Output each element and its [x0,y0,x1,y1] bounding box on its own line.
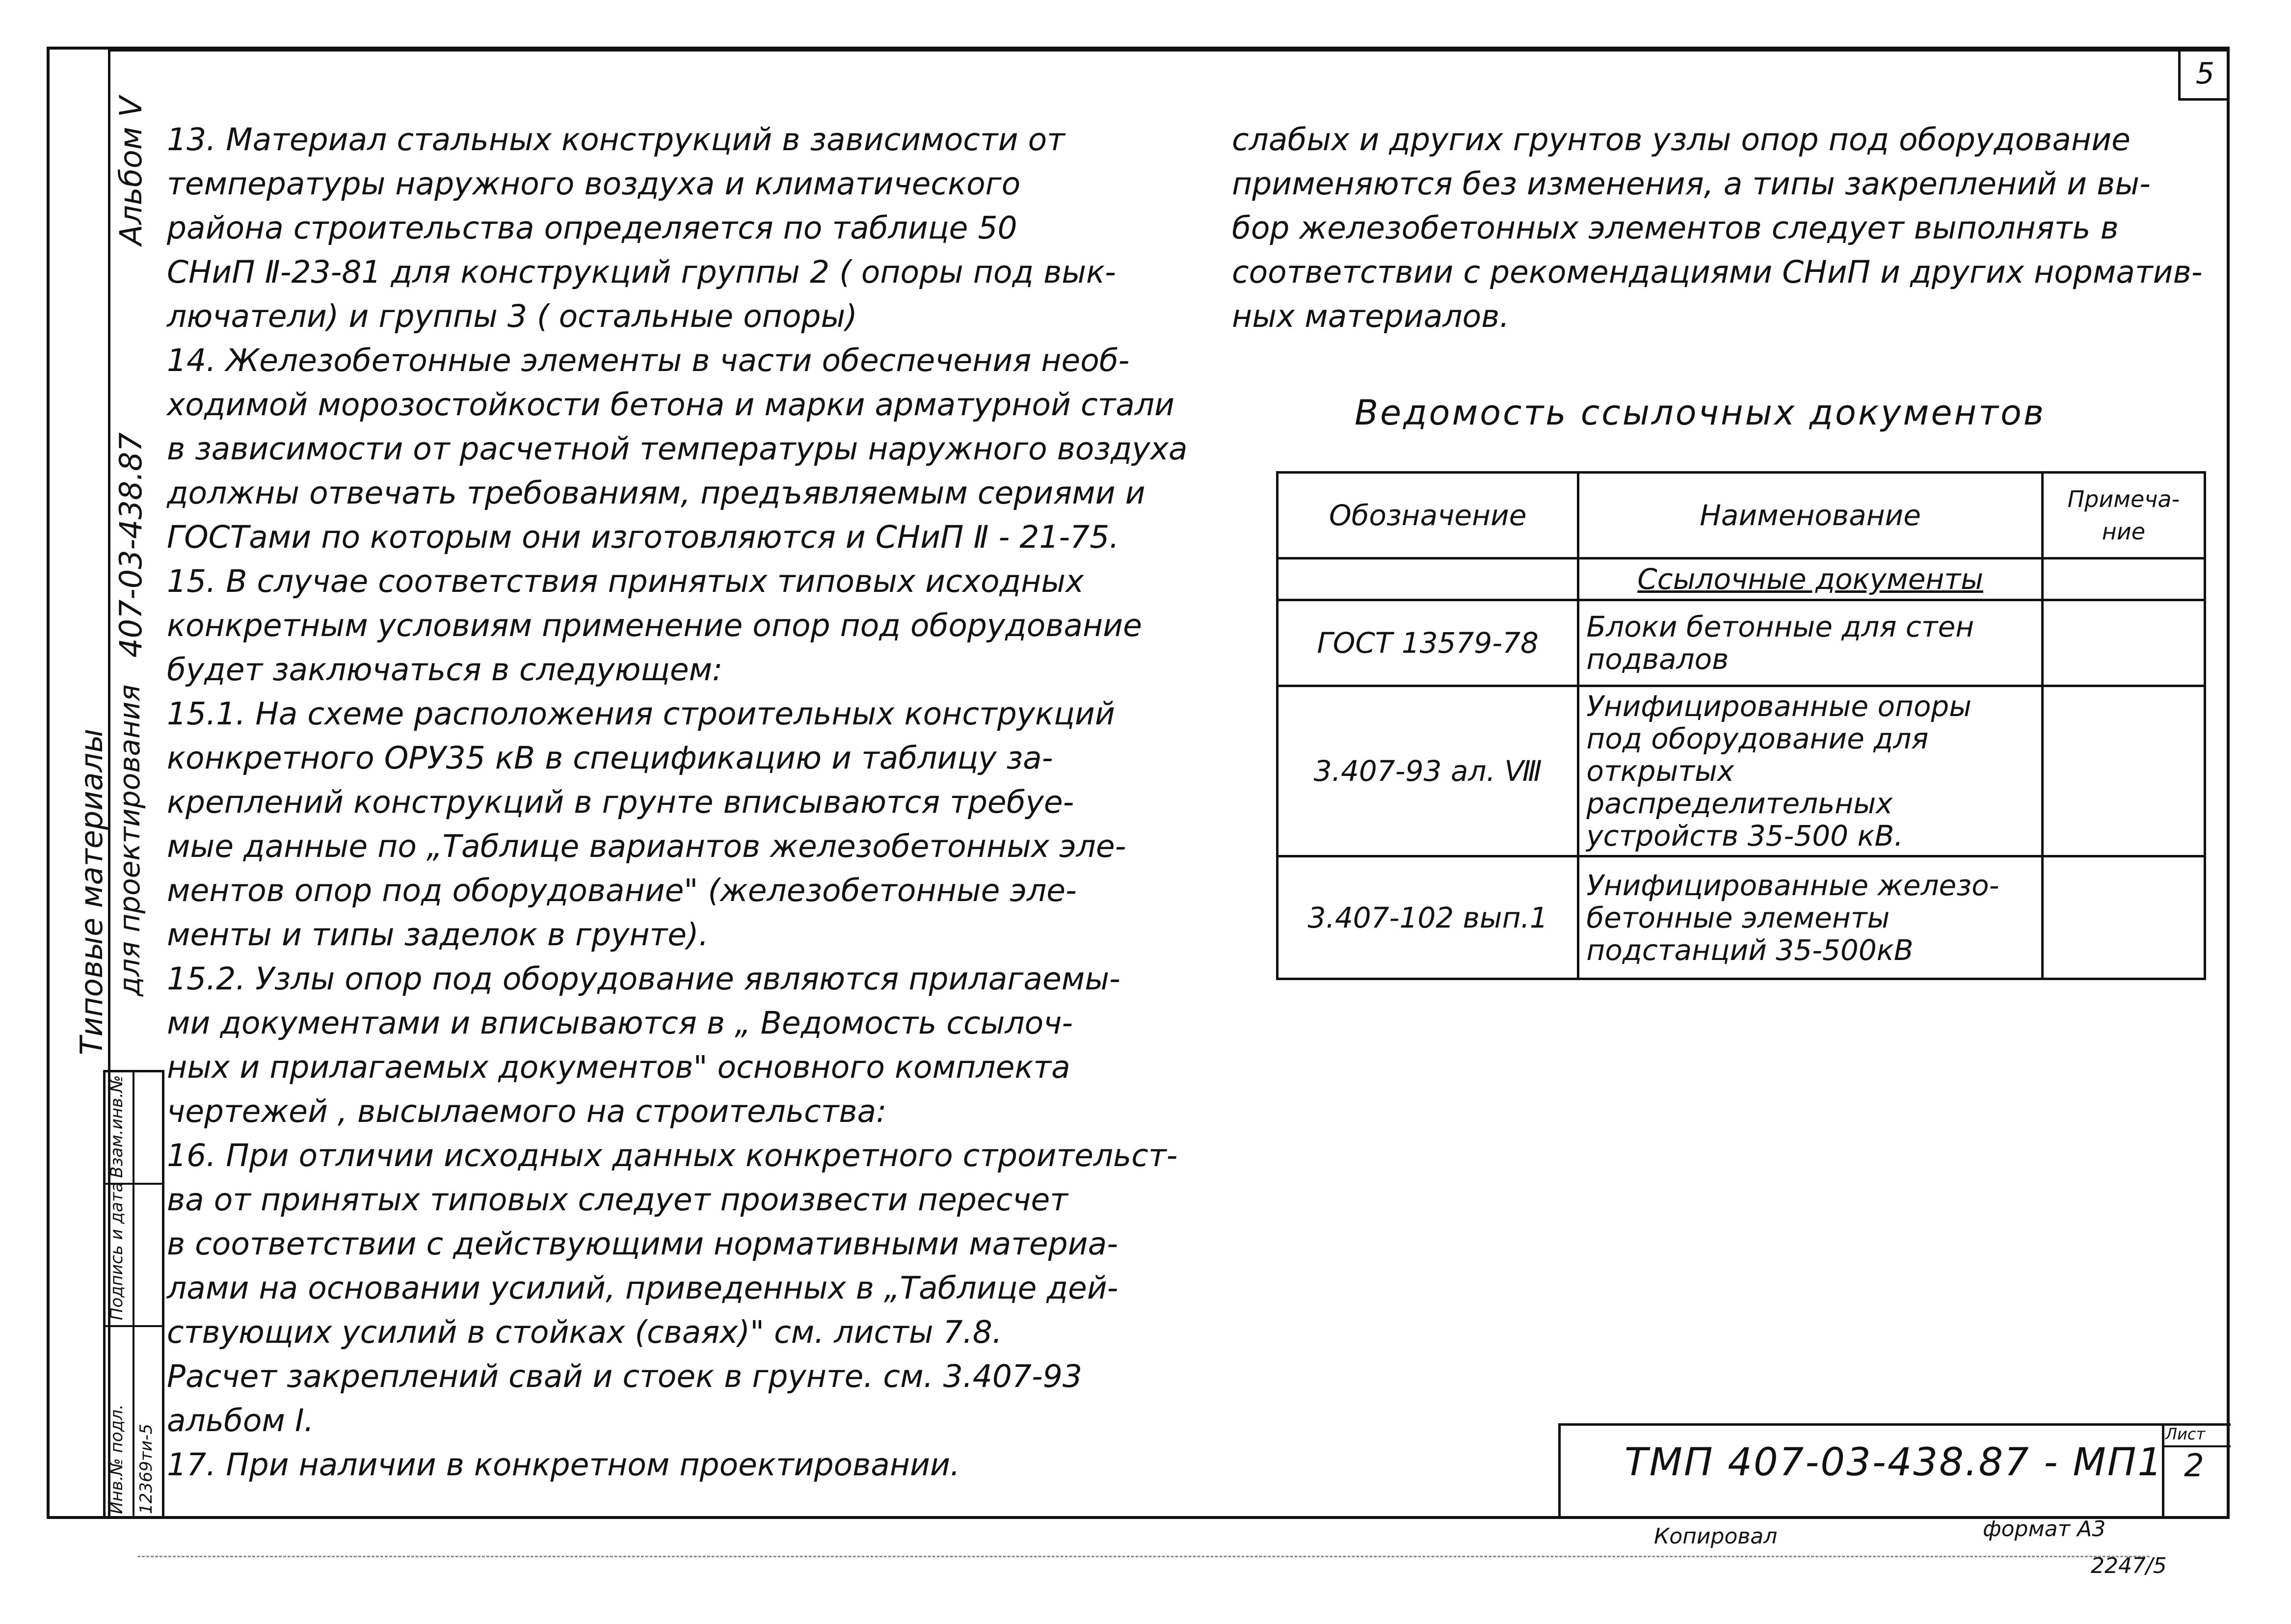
note-line: применяются без изменения, а типы закреплений и вы- [1232,166,2151,202]
note-line: 16. При отличии исходных данных конкретного строительст- [167,1138,1178,1173]
note-line: слабых и других грунтов узлы опор под оборудование [1232,122,2131,158]
side-stamp-sign: Подпись и дата [107,1182,127,1320]
table-header-row [1278,473,2205,559]
note-line: конкретного ОРУ35 кВ в спецификацию и таблицу за- [167,740,1053,776]
note-line: ментов опор под оборудование" (железобетонные эле- [167,873,1077,908]
note-line: ходимой морозостойкости бетона и марки арматурной стали [167,387,1175,423]
note-line: ствующих усилий в стойках (сваях)" см. листы 7.8. [167,1314,1002,1350]
note-line: 15.2. Узлы опор под оборудование являются прилагаемы- [167,961,1120,997]
note-line: 15. В случае соответствия принятых типовых исходных [167,563,1084,599]
note-line: чертежей , высылаемого на строительства: [167,1093,887,1129]
side-stamp-inv: Инв.№ подл. [107,1404,127,1514]
note-line: температуры наружного воздуха и климатического [167,166,1021,202]
table-row [1278,686,2205,856]
sheet-label: Лист [2165,1425,2206,1443]
table-section-row [1278,559,2205,600]
note-line: менты и типы заделок в грунте). [167,917,709,953]
note-line: ми документами и вписываются в „ Ведомость ссылоч- [167,1005,1073,1041]
row-note [2042,600,2205,686]
note-line: 14. Железобетонные элементы в части обеспечения необ- [167,343,1130,378]
note-line: ва от принятых типовых следует произвести пересчет [167,1182,1068,1218]
table-row [1278,600,2205,686]
note-line: 13. Материал стальных конструкций в зависимости от [167,122,1065,158]
page-number-box [2178,49,2230,101]
row-name: Унифицированные опоры под оборудование для открытых распределительных устройств 35-500 кВ. [1578,686,2042,856]
side-stamp-divider [133,1070,134,1519]
side-stamp-inv-value: 12369ти-5 [136,1424,156,1514]
row-name: Унифицированные железо-бетонные элементы подстанций 35-500кВ [1578,856,2042,979]
references-title: Ведомость ссылочных документов [1355,393,2046,433]
format-label: формат А3 [1983,1517,2106,1542]
margin-title-line2: для проектирования [113,684,146,996]
row-designation: ГОСТ 13579-78 [1278,600,1578,686]
note-line: 15.1. На схеме расположения строительных конструкций [167,696,1115,732]
note-line: ГОСТами по которым они изготовляются и СНиП Ⅱ - 21-75. [167,519,1119,555]
notes-right-column [1232,118,2203,339]
note-line: бор железобетонных элементов следует выполнять в [1232,210,2119,246]
side-stamp-vzam: Взам.инв.№ [107,1075,127,1178]
row-name: Блоки бетонные для стен подвалов [1578,600,2042,686]
notes-left-column [167,118,1222,1487]
header-name: Наименование [1578,473,2042,559]
note-line: в зависимости от расчетной температуры наружного воздуха [167,431,1188,467]
side-stamp-row-line [103,1325,164,1327]
sheet-number-divider [2162,1445,2231,1447]
header-note: Примеча-ние [2042,473,2205,559]
margin-album: Альбом Ⅴ [113,96,149,245]
note-line: лами на основании усилий, приведенных в „Таблице дей- [167,1270,1119,1306]
note-line: будет заключаться в следующем: [167,652,723,688]
note-line: мые данные по „Таблице вариантов железобетонных эле- [167,828,1126,864]
row-designation: 3.407-102 вып.1 [1278,856,1578,979]
note-line: соответствии с рекомендациями СНиП и других норматив- [1232,254,2203,290]
margin-title-line1: Типовые материалы [74,728,109,1055]
note-line: ных материалов. [1232,298,1510,334]
bottom-edge-marks [137,1556,2150,1557]
note-line: Расчет закреплений свай и стоек в грунте. см. 3.407-93 [167,1358,1082,1394]
note-line: района строительства определяется по таблице 50 [167,210,1017,246]
note-line: лючатели) и группы 3 ( остальные опоры) [167,298,857,334]
row-designation: 3.407-93 ал. Ⅷ [1278,686,1578,856]
archive-number: 2247/5 [2091,1553,2167,1578]
margin-code: 407-03-438.87 [113,432,149,658]
row-note [2042,686,2205,856]
note-line: СНиП Ⅱ-23-81 для конструкций группы 2 ( опоры под вык- [167,254,1116,290]
note-line: креплений конструкций в грунте вписываются требуе- [167,784,1074,820]
note-line: конкретным условиям применение опор под оборудование [167,608,1142,643]
note-line: в соответствии с действующими нормативными материа- [167,1226,1118,1262]
note-line: ных и прилагаемых документов" основного комплекта [167,1049,1070,1085]
table-row [1278,856,2205,979]
note-line: должны отвечать требованиям, предъявляемым сериями и [167,475,1146,511]
page-number: 5 [2195,56,2215,91]
copied-by: Копировал [1654,1524,1778,1549]
header-designation: Обозначение [1278,473,1578,559]
sheet-number: 2 [2184,1448,2204,1484]
document-code: ТМП 407-03-438.87 - МП1 [1625,1440,2164,1485]
row-note [2042,856,2205,979]
references-table [1276,471,2206,980]
section-title: Ссылочные документы [1578,559,2042,600]
note-line: альбом Ⅰ. [167,1403,314,1438]
note-line: 17. При наличии в конкретном проектировании. [167,1447,960,1483]
